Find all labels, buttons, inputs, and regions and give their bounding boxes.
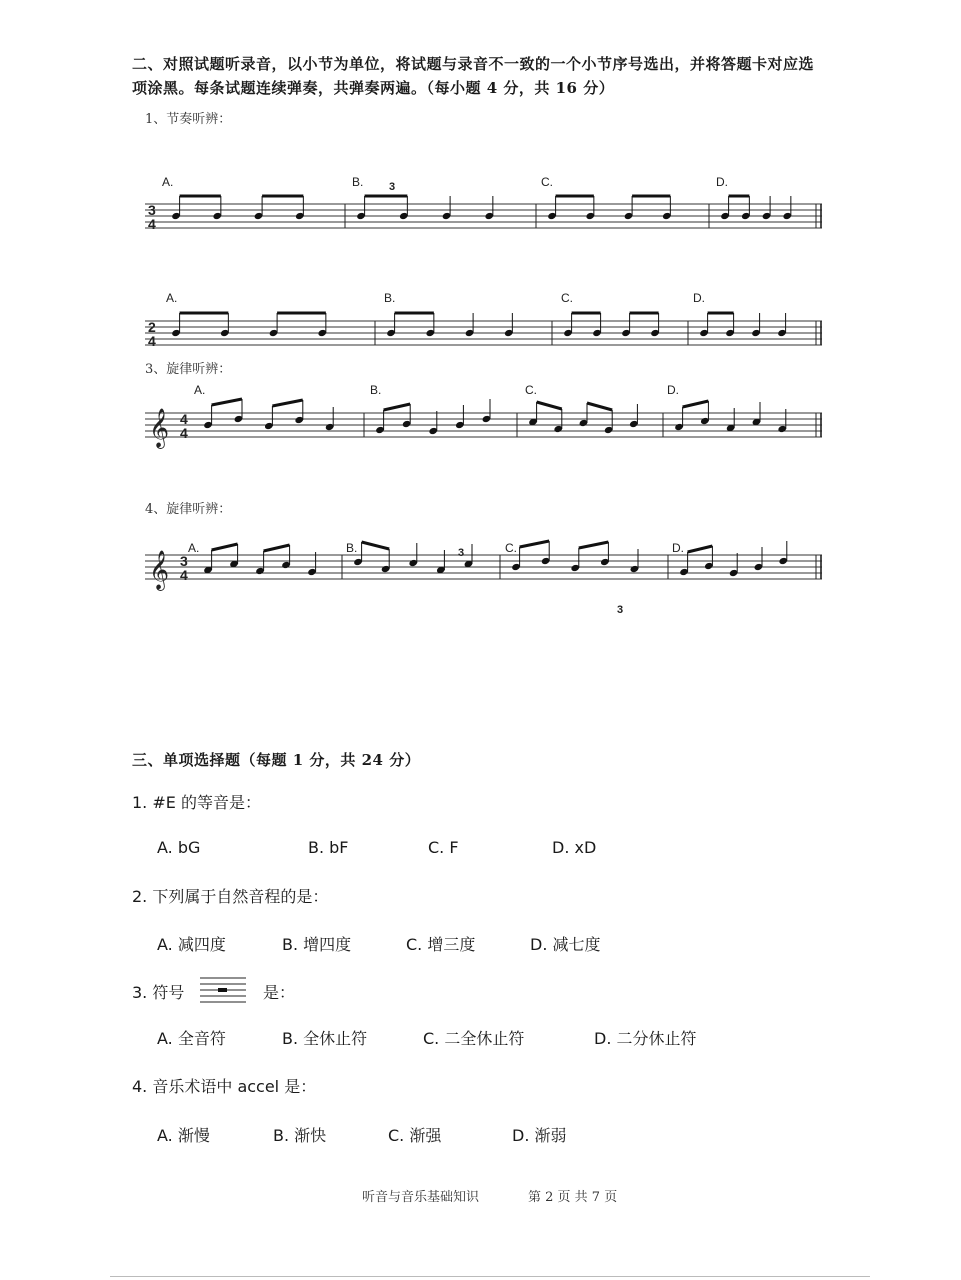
bottom-rule	[110, 1276, 870, 1277]
time-signature-top: 4	[180, 411, 188, 427]
section2-title-line1: 二、对照试题听录音，以小节为单位，将试题与录音不一致的一个小节序号选出，并将答题卡对应选	[132, 55, 815, 73]
footer-page-number: 第 2 页 共 7 页	[528, 1190, 618, 1205]
q4-option-d[interactable]: D. 渐弱	[512, 1126, 567, 1145]
time-signature-top: 2	[148, 319, 156, 335]
q1-label: 1、节奏听辨：	[145, 112, 232, 127]
measure-label-c: C.	[561, 291, 573, 305]
q3-option-c[interactable]: C. 二全休止符	[423, 1029, 525, 1048]
triplet-marker: 3	[458, 547, 465, 559]
q3-option-b[interactable]: B. 全休止符	[282, 1029, 368, 1048]
time-signature-bottom: 4	[180, 567, 188, 583]
question-1-stem: 1. #E 的等音是：	[132, 793, 261, 812]
q4-option-b[interactable]: B. 渐快	[273, 1126, 327, 1145]
measure-label-d: D.	[693, 291, 705, 305]
rhythm-staff-1	[145, 204, 822, 228]
measure-label-d: D.	[672, 541, 684, 555]
time-signature-bottom: 4	[180, 425, 188, 441]
note-beam	[683, 401, 709, 407]
double-whole-rest-symbol	[198, 974, 248, 1006]
question-3-stem-before: 3. 符号	[132, 983, 185, 1002]
q1-option-b[interactable]: B. bF	[308, 838, 349, 857]
time-signature-bottom: 4	[148, 216, 156, 232]
note-beam	[688, 546, 713, 552]
section2-title-line2: 项涂黑。每条试题连续弹奏，共弹奏两遍。（每小题 4 分，共 16 分）	[132, 79, 615, 97]
q2-option-d[interactable]: D. 减七度	[530, 935, 601, 954]
measure-label-c: C.	[541, 175, 553, 189]
measure-label-a: A.	[194, 383, 206, 397]
footer-subject: 听音与音乐基础知识	[362, 1190, 480, 1205]
measure-label-d: D.	[716, 175, 728, 189]
measure-label-b: B.	[352, 175, 364, 189]
melody-staff-3	[145, 413, 822, 437]
measure-label-a: A.	[166, 291, 178, 305]
q2-option-c[interactable]: C. 增三度	[406, 935, 476, 954]
question-2-stem: 2. 下列属于自然音程的是：	[132, 887, 329, 906]
q3-option-a[interactable]: A. 全音符	[157, 1029, 226, 1048]
question-3-stem-after: 是：	[263, 983, 296, 1002]
measure-label-b: B.	[384, 291, 396, 305]
triplet-marker: 3	[617, 604, 624, 616]
section3-title: 三、单项选择题（每题 1 分，共 24 分）	[132, 751, 421, 769]
q4-option-c[interactable]: C. 渐强	[388, 1126, 442, 1145]
treble-clef-icon: 𝄞	[149, 409, 170, 447]
q4-label: 4、旋律听辨：	[145, 502, 232, 517]
note-beam	[264, 545, 290, 551]
note-beam	[384, 404, 411, 410]
q1-option-a[interactable]: A. bG	[157, 838, 201, 857]
triplet-marker: 3	[389, 181, 396, 193]
q2-option-a[interactable]: A. 减四度	[157, 935, 226, 954]
measure-label-a: A.	[162, 175, 174, 189]
q2-option-b[interactable]: B. 增四度	[282, 935, 352, 954]
note-beam	[579, 542, 609, 548]
question-4-stem: 4. 音乐术语中 accel 是：	[132, 1077, 317, 1096]
measure-label-d: D.	[667, 383, 679, 397]
note-beam	[520, 541, 550, 547]
note-beam	[587, 403, 612, 410]
q4-option-a[interactable]: A. 渐慢	[157, 1126, 210, 1145]
measure-label-c: C.	[525, 383, 537, 397]
time-signature-bottom: 4	[148, 333, 156, 349]
measure-label-b: B.	[346, 541, 358, 555]
treble-clef-icon: 𝄞	[149, 551, 170, 589]
note-beam	[212, 399, 242, 405]
melody-staff-4	[145, 555, 822, 579]
note-beam	[537, 402, 562, 409]
measure-label-a: A.	[188, 541, 200, 555]
note-beam	[362, 542, 390, 549]
note-beam	[212, 544, 238, 550]
q3-label: 3、旋律听辨：	[145, 362, 232, 377]
rhythm-staff-2	[145, 321, 822, 345]
note-beam	[272, 400, 302, 406]
q1-option-c[interactable]: C. F	[428, 838, 459, 857]
measure-label-c: C.	[505, 541, 517, 555]
measure-label-b: B.	[370, 383, 382, 397]
time-signature-top: 3	[148, 202, 156, 218]
q3-option-d[interactable]: D. 二分休止符	[594, 1029, 697, 1048]
time-signature-top: 3	[180, 553, 188, 569]
q1-option-d[interactable]: D. xD	[552, 838, 597, 857]
